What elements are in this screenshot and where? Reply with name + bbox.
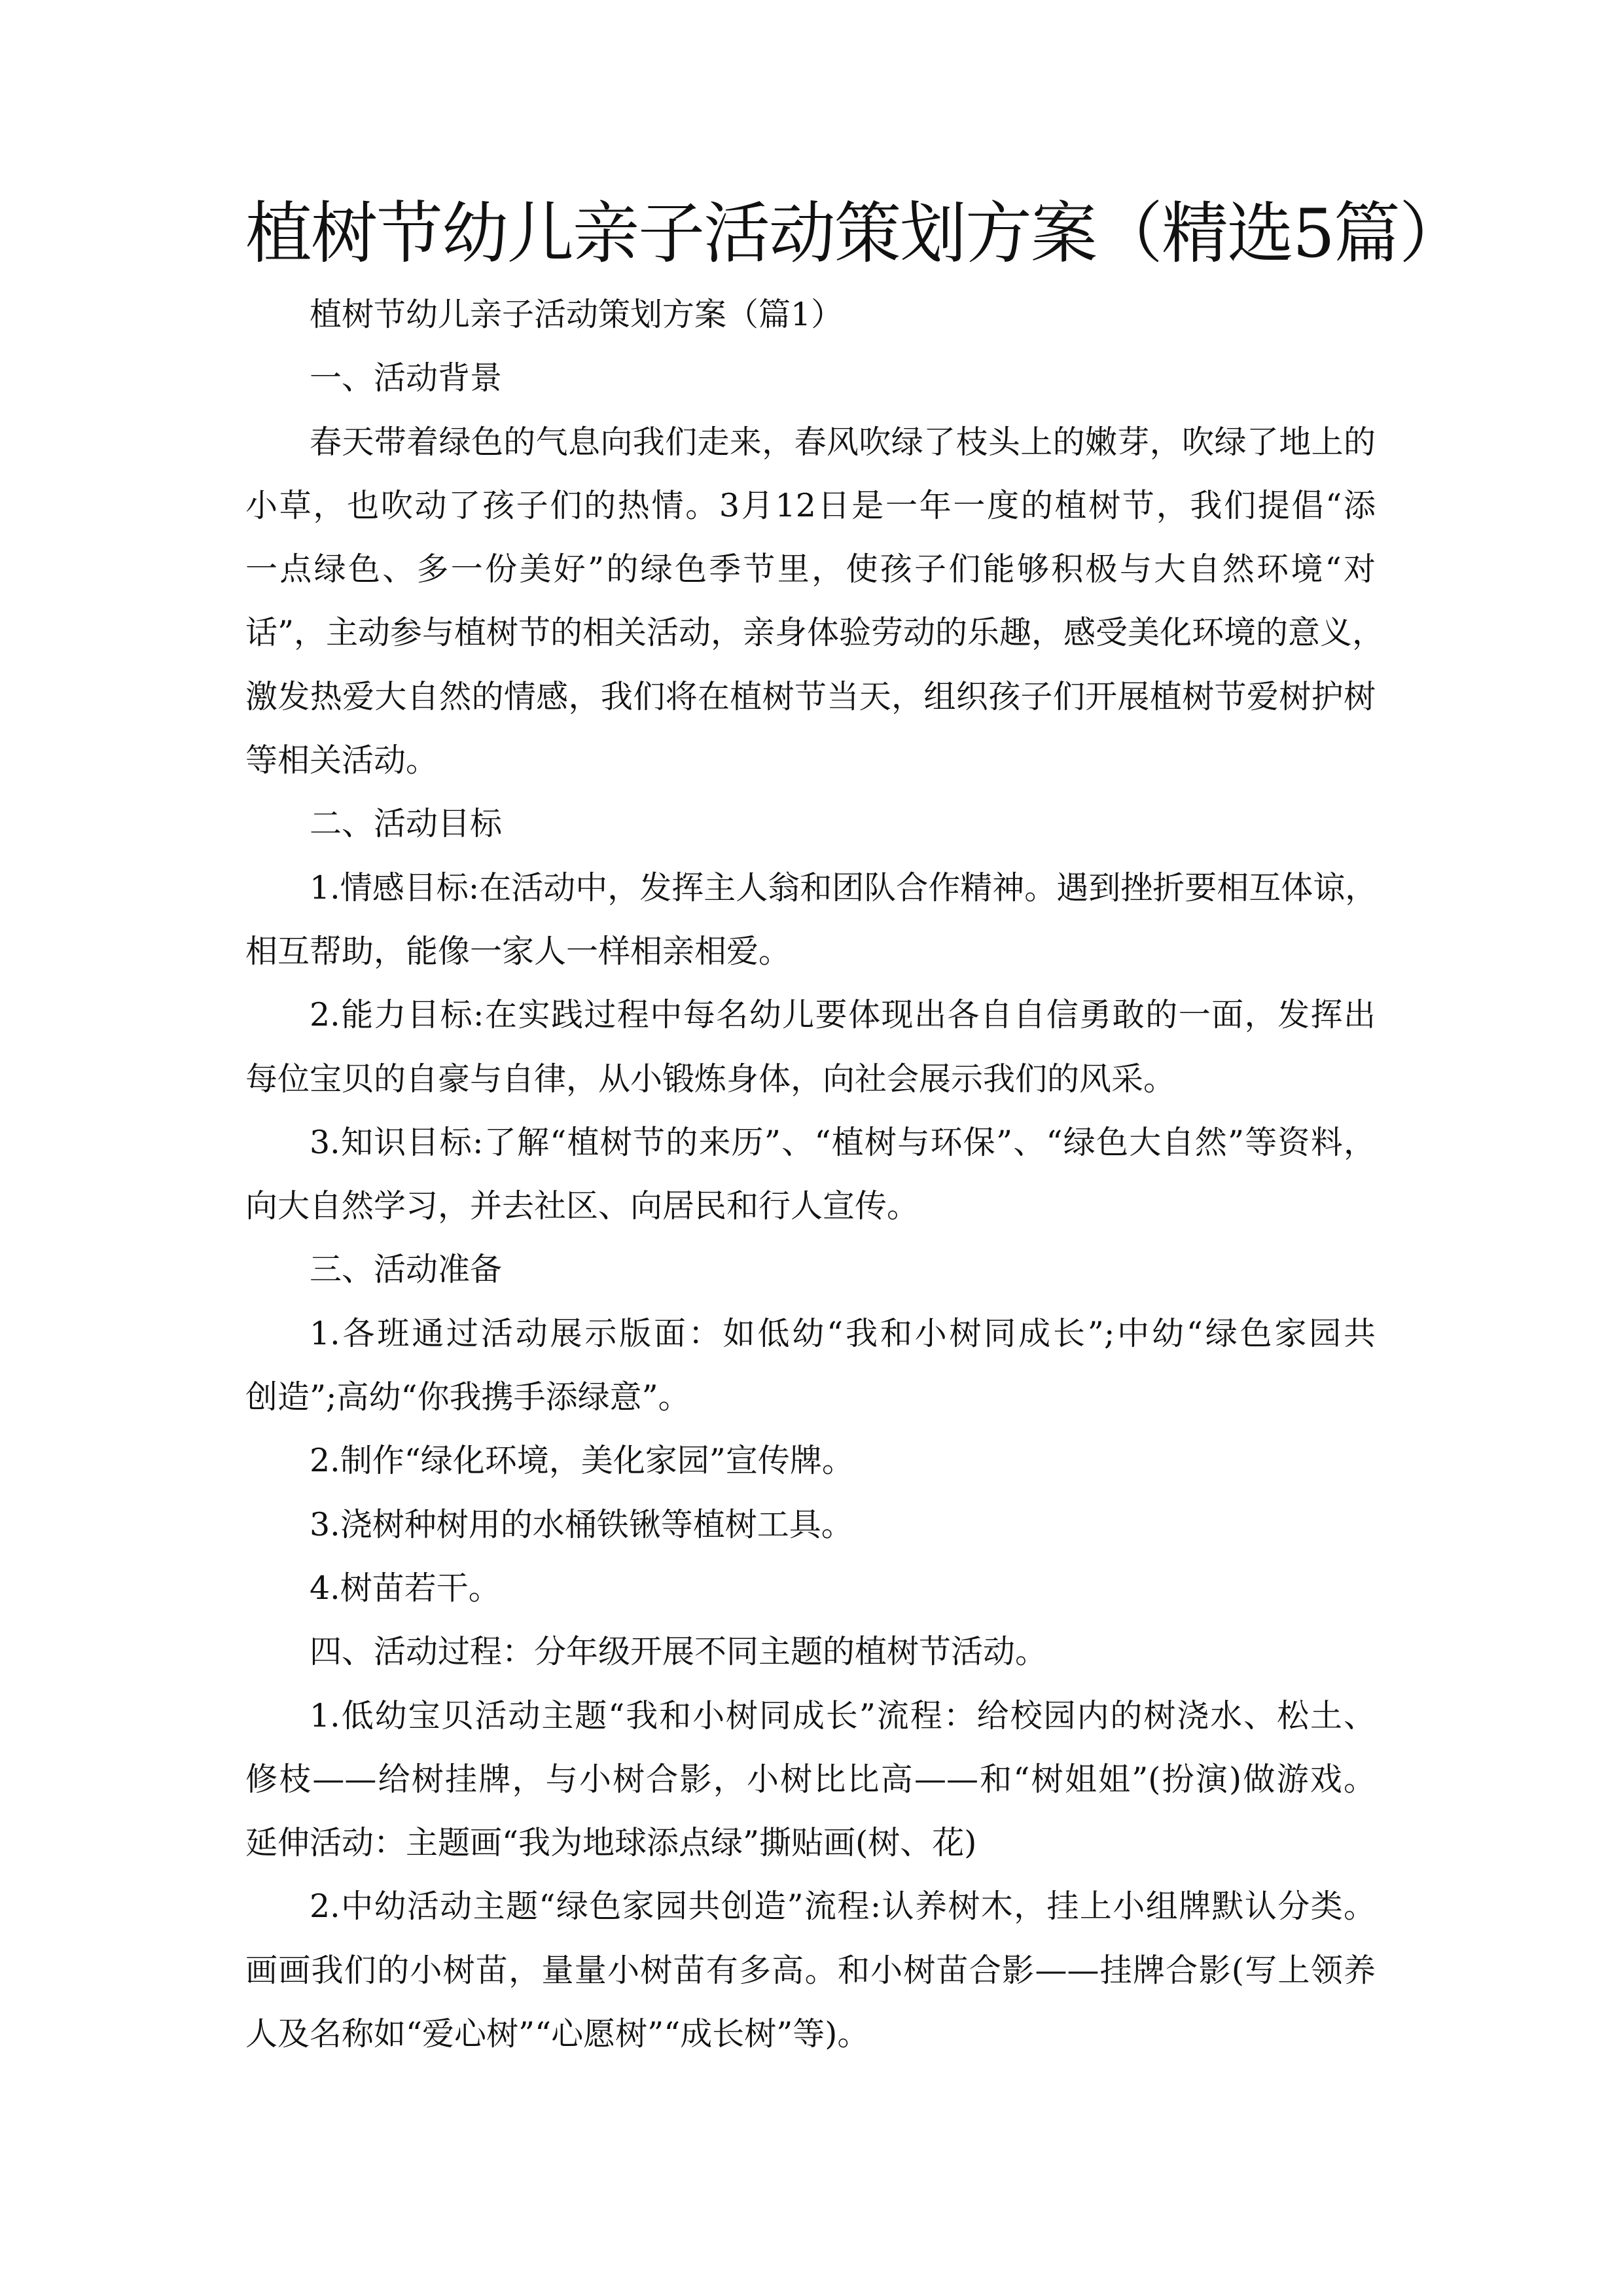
text-line: 延伸活动：主题画“我为地球添点绿”撕贴画(树、花) bbox=[245, 1824, 977, 1862]
text-line: 向大自然学习，并去社区、向居民和行人宣传。 bbox=[245, 1187, 919, 1225]
paragraph bbox=[245, 792, 1376, 855]
paragraph bbox=[245, 1238, 1376, 1301]
paragraph bbox=[245, 410, 1385, 793]
paragraph bbox=[245, 1493, 1376, 1556]
text-line: 人及名称如“爱心树”“心愿树”“成长树”等)。 bbox=[245, 2015, 870, 2053]
text-line: 激发热爱大自然的情感，我们将在植树节当天，组织孩子们开展植树节爱树护树 bbox=[245, 677, 1376, 715]
text-line: 四、活动过程：分年级开展不同主题的植树节活动。 bbox=[310, 1633, 1048, 1671]
text-line: 2.制作“绿化环境，美化家园”宣传牌。 bbox=[310, 1442, 854, 1480]
text-line: 二、活动目标 bbox=[310, 805, 503, 843]
text-line: 1.低幼宝贝活动主题“我和小树同成长”流程：给校园内的树浇水、松土、 bbox=[310, 1696, 1376, 1734]
text-line: 3.知识目标:了解“植树节的来历”、“植树与环保”、“绿色大自然”等资料， bbox=[310, 1123, 1376, 1161]
text-line: 2.中幼活动主题“绿色家园共创造”流程:认养树木，挂上小组牌默认分类。 bbox=[310, 1888, 1376, 1926]
text-line: 4.树苗若干。 bbox=[310, 1569, 501, 1607]
paragraph bbox=[245, 856, 1376, 984]
text-line: 一点绿色、多一份美好”的绿色季节里，使孩子们能够积极与大自然环境“对 bbox=[245, 550, 1376, 588]
paragraph bbox=[245, 1874, 1376, 2066]
paragraph bbox=[245, 346, 1376, 410]
text-line: 小草，也吹动了孩子们的热情。3月12日是一年一度的植树节，我们提倡“添 bbox=[245, 486, 1376, 524]
paragraph bbox=[245, 283, 1376, 346]
text-line: 1.各班通过活动展示版面：如低幼“我和小树同成长”;中幼“绿色家园共 bbox=[310, 1314, 1376, 1352]
text-line: 春天带着绿色的气息向我们走来，春风吹绿了枝头上的嫩芽，吹绿了地上的 bbox=[310, 423, 1376, 461]
paragraph bbox=[245, 983, 1376, 1111]
text-line: 创造”;高幼“你我携手添绿意”。 bbox=[245, 1378, 690, 1416]
text-line: 一、活动背景 bbox=[310, 359, 503, 397]
paragraph bbox=[245, 1111, 1376, 1238]
text-line: 修枝——给树挂牌，与小树合影，小树比比高——和“树姐姐”(扮演)做游戏。 bbox=[245, 1760, 1376, 1798]
text-line: 1.情感目标:在活动中，发挥主人翁和团队合作精神。遇到挫折要相互体谅， bbox=[310, 869, 1378, 906]
text-line: 植树节幼儿亲子活动策划方案（篇1） bbox=[310, 296, 844, 333]
text-line: 三、活动准备 bbox=[310, 1251, 503, 1289]
text-line: 2.能力目标:在实践过程中每名幼儿要体现出各自自信勇敢的一面，发挥出 bbox=[310, 996, 1376, 1034]
paragraph bbox=[245, 1429, 1376, 1492]
paragraph bbox=[245, 1684, 1376, 1875]
paragraph bbox=[245, 1556, 1376, 1620]
text-line: 每位宝贝的自豪与自律，从小锻炼身体，向社会展示我们的风采。 bbox=[245, 1060, 1176, 1098]
text-line: 画画我们的小树苗，量量小树苗有多高。和小树苗合影——挂牌合影(写上领养 bbox=[245, 1951, 1376, 1989]
paragraph bbox=[245, 1620, 1376, 1683]
document-body bbox=[245, 283, 1385, 2066]
paragraph bbox=[245, 1302, 1376, 1429]
text-line: 3.浇树种树用的水桶铁锹等植树工具。 bbox=[310, 1505, 853, 1543]
text-line: 相互帮助，能像一家人一样相亲相爱。 bbox=[245, 932, 791, 970]
text-line: 等相关活动。 bbox=[245, 742, 438, 780]
text-line: 话”，主动参与植树节的相关活动，亲身体验劳动的乐趣，感受美化环境的意义， bbox=[245, 614, 1385, 652]
document-title: 植树节幼儿亲子活动策划方案（精选5篇） bbox=[245, 195, 1465, 273]
